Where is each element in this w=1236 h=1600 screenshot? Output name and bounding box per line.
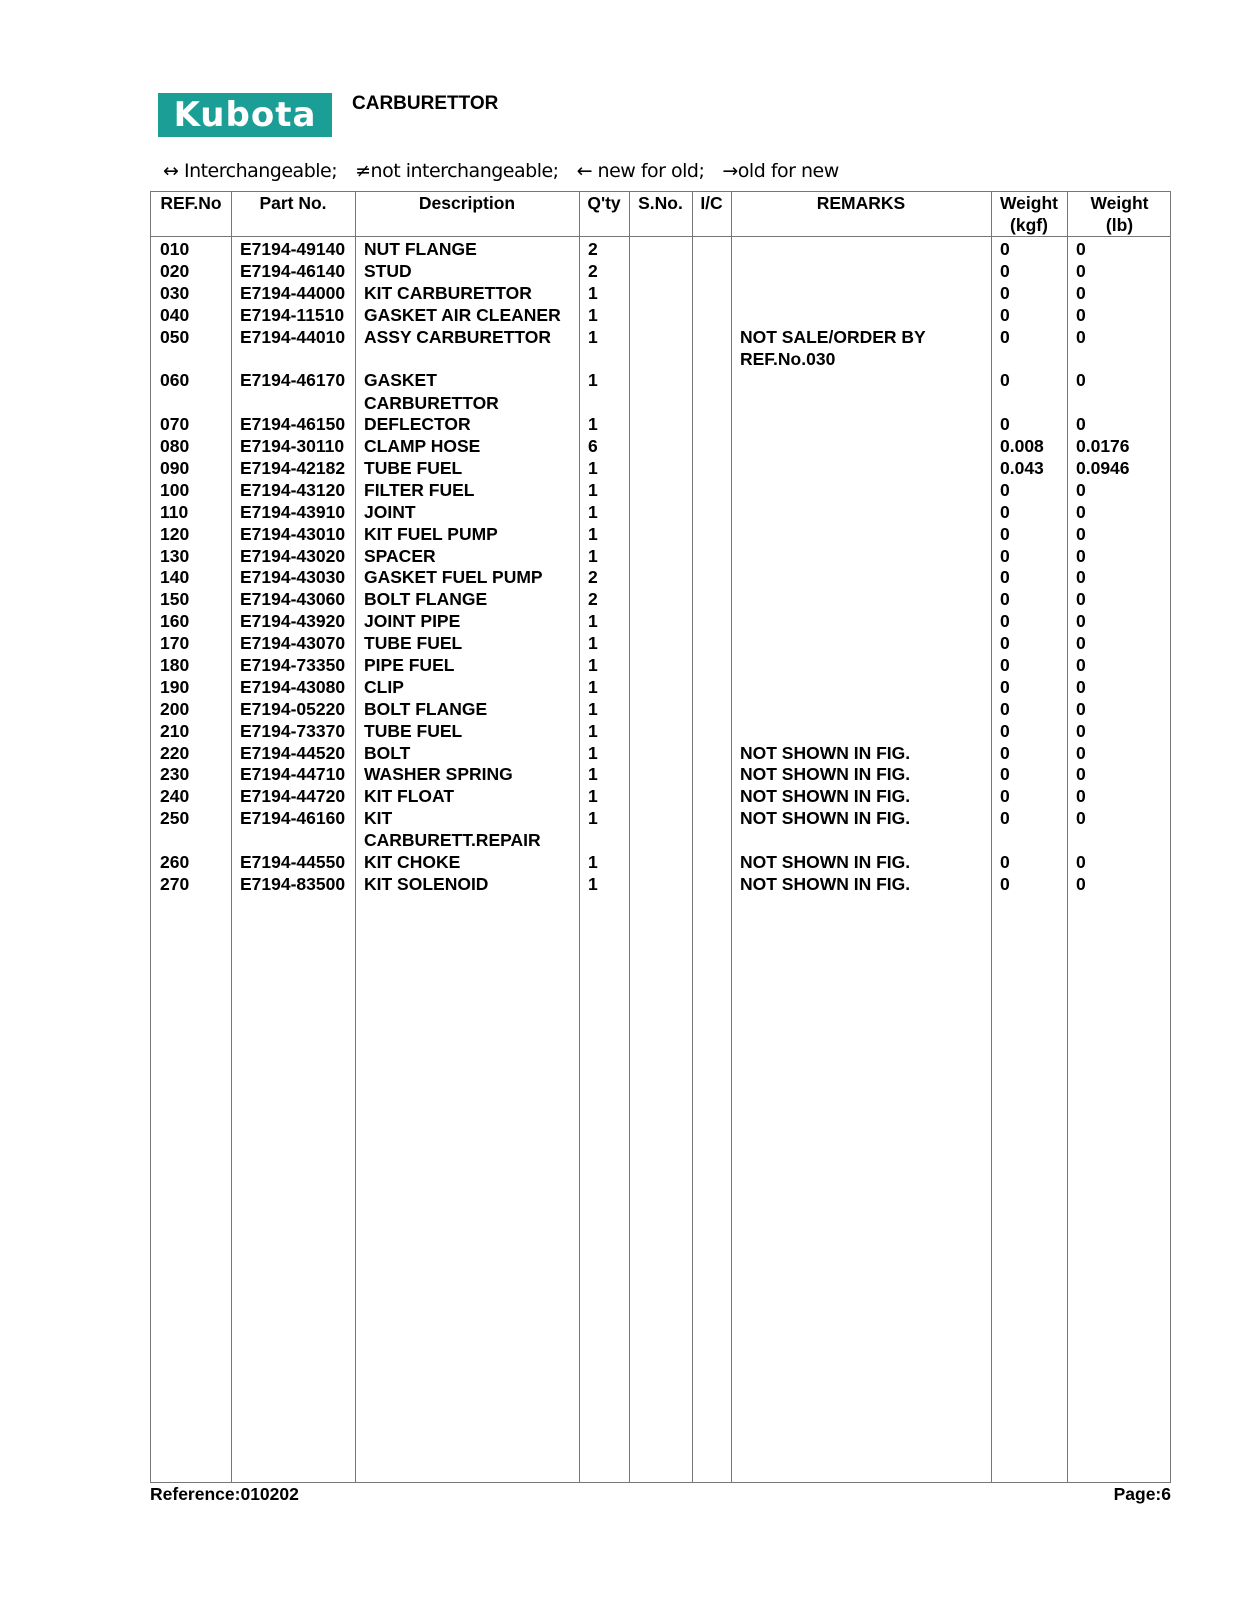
cell-part-no: E7194-83500 <box>240 873 346 894</box>
legend-not-interchangeable: ≠not interchangeable; <box>355 160 559 182</box>
legend-new-for-old: ← new for old; <box>576 160 705 182</box>
cell-description-line: GASKET AIR CLEANER <box>364 304 561 325</box>
cell-description-line: CLAMP HOSE <box>364 436 481 457</box>
cell-ref: 240 <box>160 786 190 807</box>
cell-description <box>364 457 462 479</box>
table-row <box>151 807 1170 851</box>
cell-remarks <box>740 742 910 764</box>
cell-ref: 250 <box>160 808 190 829</box>
table-row <box>151 304 1170 326</box>
table-row <box>151 413 1170 435</box>
cell-description <box>364 632 462 654</box>
cell-part-no: E7194-44010 <box>240 326 346 347</box>
cell-description-line: ASSY CARBURETTOR <box>364 326 552 347</box>
cell-weight-lb: 0 <box>1076 523 1086 544</box>
cell-description-line: SPACER <box>364 545 436 566</box>
cell-weight-kgf: 0 <box>1000 633 1010 654</box>
kubota-logo <box>158 93 332 137</box>
cell-part-no: E7194-43010 <box>240 523 346 544</box>
cell-weight-kgf: 0 <box>1000 567 1010 588</box>
cell-weight-kgf: 0 <box>1000 786 1010 807</box>
cell-remarks-line: NOT SHOWN IN FIG. <box>740 808 911 829</box>
page-number: Page:6 <box>1113 1484 1171 1504</box>
cell-qty: 1 <box>588 720 598 741</box>
col-header-ic: I/C <box>700 193 723 213</box>
page-title: CARBURETTOR <box>352 93 499 114</box>
cell-ref: 060 <box>160 370 190 391</box>
cell-weight-lb: 0 <box>1076 633 1086 654</box>
cell-ref: 160 <box>160 611 190 632</box>
cell-part-no: E7194-43030 <box>240 567 346 588</box>
cell-description-line: GASKET <box>364 370 437 391</box>
cell-description-line: BOLT FLANGE <box>364 589 488 610</box>
cell-remarks-line: NOT SHOWN IN FIG. <box>740 851 911 872</box>
cell-weight-lb: 0 <box>1076 239 1086 259</box>
cell-weight-kgf: 0 <box>1000 764 1010 785</box>
cell-description <box>364 676 404 698</box>
svg-text:Kubota: Kubota <box>173 95 317 135</box>
cell-description-line: WASHER SPRING <box>364 764 513 785</box>
table-row <box>151 720 1170 742</box>
cell-description-line: KIT FUEL PUMP <box>364 523 498 544</box>
cell-description-line: KIT SOLENOID <box>364 873 489 894</box>
table-row <box>151 435 1170 457</box>
cell-description-line: TUBE FUEL <box>364 633 463 654</box>
cell-part-no: E7194-43920 <box>240 611 346 632</box>
cell-ref: 210 <box>160 720 190 741</box>
cell-weight-kgf: 0 <box>1000 414 1010 435</box>
col-header-weight-lb-line2: (lb) <box>1105 215 1134 235</box>
cell-description <box>364 304 561 326</box>
cell-part-no: E7194-05220 <box>240 698 346 719</box>
col-header-description: Description <box>418 193 516 213</box>
cell-remarks <box>740 873 910 895</box>
cell-description <box>364 588 487 610</box>
cell-remarks-line: NOT SHOWN IN FIG. <box>740 764 911 785</box>
cell-part-no: E7194-43080 <box>240 676 346 697</box>
cell-weight-lb: 0 <box>1076 282 1086 303</box>
table-row <box>151 632 1170 654</box>
cell-weight-kgf: 0 <box>1000 260 1010 281</box>
cell-qty: 1 <box>588 764 598 785</box>
cell-weight-lb: 0.0946 <box>1076 457 1130 478</box>
cell-part-no: E7194-44720 <box>240 786 346 807</box>
cell-qty: 1 <box>588 654 598 675</box>
cell-qty: 1 <box>588 808 598 829</box>
cell-weight-kgf: 0 <box>1000 282 1010 303</box>
cell-description <box>364 654 454 676</box>
cell-description-line: TUBE FUEL <box>364 720 463 741</box>
table-row <box>151 457 1170 479</box>
cell-weight-kgf: 0 <box>1000 501 1010 522</box>
cell-description <box>364 742 410 764</box>
cell-qty: 1 <box>588 611 598 632</box>
cell-weight-lb: 0.0176 <box>1076 436 1130 457</box>
cell-description <box>364 873 488 895</box>
cell-remarks-line: NOT SHOWN IN FIG. <box>740 786 911 807</box>
cell-weight-kgf: 0 <box>1000 589 1010 610</box>
table-row <box>151 742 1170 764</box>
cell-weight-kgf: 0 <box>1000 304 1010 325</box>
cell-qty: 1 <box>588 479 598 500</box>
cell-ref: 230 <box>160 764 190 785</box>
col-header-weight-kgf-line1: Weight <box>999 193 1058 213</box>
cell-weight-kgf: 0 <box>1000 654 1010 675</box>
cell-ref: 270 <box>160 873 190 894</box>
table-row <box>151 326 1170 370</box>
col-header-weight-lb <box>1067 192 1172 236</box>
cell-ref: 070 <box>160 414 190 435</box>
table-row <box>151 238 1170 260</box>
cell-ref: 150 <box>160 589 190 610</box>
cell-description <box>364 501 416 523</box>
cell-weight-kgf: 0 <box>1000 720 1010 741</box>
cell-description-line: BOLT FLANGE <box>364 698 488 719</box>
cell-weight-lb: 0 <box>1076 676 1086 697</box>
cell-weight-lb: 0 <box>1076 698 1086 719</box>
cell-weight-lb: 0 <box>1076 589 1086 610</box>
cell-ref: 010 <box>160 239 190 259</box>
cell-weight-lb: 0 <box>1076 326 1086 347</box>
cell-description <box>364 260 412 282</box>
cell-weight-lb: 0 <box>1076 304 1086 325</box>
table-row <box>151 698 1170 720</box>
interchangeability-legend <box>163 160 839 182</box>
cell-part-no: E7194-46170 <box>240 370 346 391</box>
table-row <box>151 545 1170 567</box>
cell-weight-lb: 0 <box>1076 501 1086 522</box>
cell-weight-kgf: 0.043 <box>1000 457 1044 478</box>
col-header-remarks: REMARKS <box>816 193 906 213</box>
cell-description <box>364 720 462 742</box>
cell-qty: 1 <box>588 501 598 522</box>
cell-ref: 090 <box>160 457 190 478</box>
cell-ref: 200 <box>160 698 190 719</box>
cell-qty: 2 <box>588 589 598 610</box>
col-header-weight-kgf <box>991 192 1067 236</box>
cell-ref: 030 <box>160 282 190 303</box>
cell-description <box>364 545 436 567</box>
cell-weight-lb: 0 <box>1076 479 1086 500</box>
cell-qty: 1 <box>588 742 598 763</box>
cell-qty: 1 <box>588 786 598 807</box>
cell-qty: 2 <box>588 239 598 259</box>
table-body <box>151 238 1170 895</box>
cell-part-no: E7194-73370 <box>240 720 346 741</box>
cell-weight-kgf: 0 <box>1000 326 1010 347</box>
cell-weight-kgf: 0 <box>1000 808 1010 829</box>
table-row <box>151 260 1170 282</box>
legend-interchangeable: ↔ Interchangeable; <box>163 160 338 182</box>
col-header-part: Part No. <box>259 193 327 213</box>
cell-ref: 120 <box>160 523 190 544</box>
table-row <box>151 369 1170 413</box>
cell-qty: 1 <box>588 698 598 719</box>
cell-remarks-line: NOT SHOWN IN FIG. <box>740 873 911 894</box>
cell-weight-kgf: 0 <box>1000 742 1010 763</box>
cell-weight-lb: 0 <box>1076 720 1086 741</box>
cell-weight-lb: 0 <box>1076 545 1086 566</box>
cell-part-no: E7194-44710 <box>240 764 346 785</box>
cell-part-no: E7194-44550 <box>240 851 346 872</box>
cell-weight-lb: 0 <box>1076 567 1086 588</box>
cell-qty: 1 <box>588 457 598 478</box>
cell-weight-lb: 0 <box>1076 654 1086 675</box>
cell-qty: 1 <box>588 326 598 347</box>
cell-weight-lb: 0 <box>1076 742 1086 763</box>
cell-part-no: E7194-43120 <box>240 479 346 500</box>
cell-weight-lb: 0 <box>1076 414 1086 435</box>
table-row <box>151 588 1170 610</box>
cell-description-line: BOLT <box>364 742 411 763</box>
cell-weight-kgf: 0 <box>1000 676 1010 697</box>
cell-weight-lb: 0 <box>1076 808 1086 829</box>
cell-weight-lb: 0 <box>1076 260 1086 281</box>
parts-table <box>150 191 1171 1483</box>
cell-part-no: E7194-44000 <box>240 282 346 303</box>
cell-qty: 1 <box>588 851 598 872</box>
cell-remarks <box>740 851 910 873</box>
cell-weight-kgf: 0 <box>1000 873 1010 894</box>
table-row <box>151 654 1170 676</box>
cell-description-line: NUT FLANGE <box>364 239 477 259</box>
cell-weight-kgf: 0 <box>1000 698 1010 719</box>
cell-part-no: E7194-43070 <box>240 633 346 654</box>
table-row <box>151 851 1170 873</box>
cell-description-line: JOINT PIPE <box>364 611 461 632</box>
cell-remarks <box>740 807 910 829</box>
cell-ref: 180 <box>160 654 190 675</box>
cell-qty: 1 <box>588 545 598 566</box>
cell-part-no: E7194-73350 <box>240 654 346 675</box>
cell-ref: 260 <box>160 851 190 872</box>
cell-ref: 110 <box>160 501 189 522</box>
legend-old-for-new: →old for new <box>722 160 839 182</box>
reference-label: Reference:010202 <box>150 1484 299 1504</box>
cell-qty: 1 <box>588 873 598 894</box>
cell-ref: 220 <box>160 742 190 763</box>
cell-remarks <box>740 763 910 785</box>
cell-weight-lb: 0 <box>1076 873 1086 894</box>
cell-description-line: KIT CHOKE <box>364 851 461 872</box>
cell-part-no: E7194-30110 <box>240 436 345 457</box>
cell-description <box>364 610 460 632</box>
cell-remarks-line: REF.No.030 <box>740 348 836 369</box>
cell-ref: 170 <box>160 633 190 654</box>
table-row <box>151 501 1170 523</box>
table-row <box>151 566 1170 588</box>
cell-qty: 1 <box>588 370 598 391</box>
cell-description <box>364 435 480 457</box>
cell-qty: 1 <box>588 414 598 435</box>
cell-description <box>364 479 475 501</box>
cell-weight-kgf: 0 <box>1000 479 1010 500</box>
cell-description-line: KIT CARBURETTOR <box>364 282 532 303</box>
table-row <box>151 282 1170 304</box>
cell-qty: 6 <box>588 436 598 457</box>
col-header-weight-kgf-line2: (kgf) <box>1010 215 1048 235</box>
cell-description <box>364 369 499 414</box>
cell-description <box>364 698 487 720</box>
cell-weight-lb: 0 <box>1076 370 1086 391</box>
cell-description-line: KIT FLOAT <box>364 786 455 807</box>
cell-part-no: E7194-44520 <box>240 742 346 763</box>
cell-weight-kgf: 0 <box>1000 523 1010 544</box>
cell-qty: 2 <box>588 260 598 281</box>
cell-qty: 2 <box>588 567 598 588</box>
cell-remarks-line: NOT SALE/ORDER BY <box>740 326 926 347</box>
col-header-ref: REF.No <box>160 193 222 213</box>
cell-remarks <box>740 326 926 371</box>
cell-description <box>364 807 541 852</box>
cell-qty: 1 <box>588 304 598 325</box>
cell-weight-kgf: 0 <box>1000 611 1010 632</box>
table-row <box>151 676 1170 698</box>
kubota-logo-mark <box>158 93 332 137</box>
cell-description <box>364 566 543 588</box>
cell-description <box>364 282 532 304</box>
cell-weight-kgf: 0 <box>1000 370 1010 391</box>
cell-part-no: E7194-43020 <box>240 545 346 566</box>
cell-description <box>364 851 460 873</box>
cell-ref: 020 <box>160 260 190 281</box>
cell-description-line: JOINT <box>364 501 416 522</box>
table-row <box>151 610 1170 632</box>
cell-description <box>364 238 477 260</box>
cell-part-no: E7194-43910 <box>240 501 346 522</box>
cell-part-no: E7194-46160 <box>240 808 346 829</box>
cell-part-no: E7194-46140 <box>240 260 346 281</box>
cell-weight-lb: 0 <box>1076 764 1086 785</box>
cell-ref: 140 <box>160 567 190 588</box>
cell-qty: 1 <box>588 633 598 654</box>
cell-description-line: FILTER FUEL <box>364 479 475 500</box>
cell-ref: 080 <box>160 436 190 457</box>
cell-part-no: E7194-43060 <box>240 589 346 610</box>
cell-description-line: KIT <box>364 808 393 829</box>
cell-weight-lb: 0 <box>1076 611 1086 632</box>
cell-remarks-line: NOT SHOWN IN FIG. <box>740 742 911 763</box>
cell-description <box>364 763 513 785</box>
cell-ref: 050 <box>160 326 190 347</box>
cell-ref: 130 <box>160 545 190 566</box>
cell-part-no: E7194-46150 <box>240 414 346 435</box>
cell-ref: 190 <box>160 676 190 697</box>
col-header-qty: Q'ty <box>587 193 621 213</box>
cell-description <box>364 785 454 807</box>
table-row <box>151 763 1170 785</box>
cell-part-no: E7194-42182 <box>240 457 346 478</box>
cell-description-line: CARBURETT.REPAIR <box>364 830 541 851</box>
table-row <box>151 785 1170 807</box>
table-row <box>151 873 1170 895</box>
cell-weight-kgf: 0 <box>1000 239 1010 259</box>
cell-description <box>364 413 471 435</box>
cell-description-line: PIPE FUEL <box>364 654 455 675</box>
cell-description <box>364 326 551 348</box>
cell-weight-lb: 0 <box>1076 851 1086 872</box>
cell-description-line: STUD <box>364 260 412 281</box>
col-header-sno: S.No. <box>638 193 683 213</box>
cell-description <box>364 523 498 545</box>
cell-description-line: CARBURETTOR <box>364 392 499 413</box>
cell-ref: 100 <box>160 479 190 500</box>
cell-weight-lb: 0 <box>1076 786 1086 807</box>
cell-description-line: CLIP <box>364 676 404 697</box>
cell-ref: 040 <box>160 304 190 325</box>
cell-weight-kgf: 0 <box>1000 851 1010 872</box>
cell-part-no: E7194-49140 <box>240 239 346 259</box>
cell-weight-kgf: 0.008 <box>1000 436 1044 457</box>
cell-qty: 1 <box>588 282 598 303</box>
cell-remarks <box>740 785 910 807</box>
table-row <box>151 523 1170 545</box>
cell-qty: 1 <box>588 523 598 544</box>
table-row <box>151 479 1170 501</box>
cell-weight-kgf: 0 <box>1000 545 1010 566</box>
cell-description-line: GASKET FUEL PUMP <box>364 567 543 588</box>
cell-description-line: TUBE FUEL <box>364 457 463 478</box>
cell-qty: 1 <box>588 676 598 697</box>
cell-part-no: E7194-11510 <box>240 304 345 325</box>
cell-description-line: DEFLECTOR <box>364 414 471 435</box>
col-header-weight-lb-line1: Weight <box>1090 193 1149 213</box>
